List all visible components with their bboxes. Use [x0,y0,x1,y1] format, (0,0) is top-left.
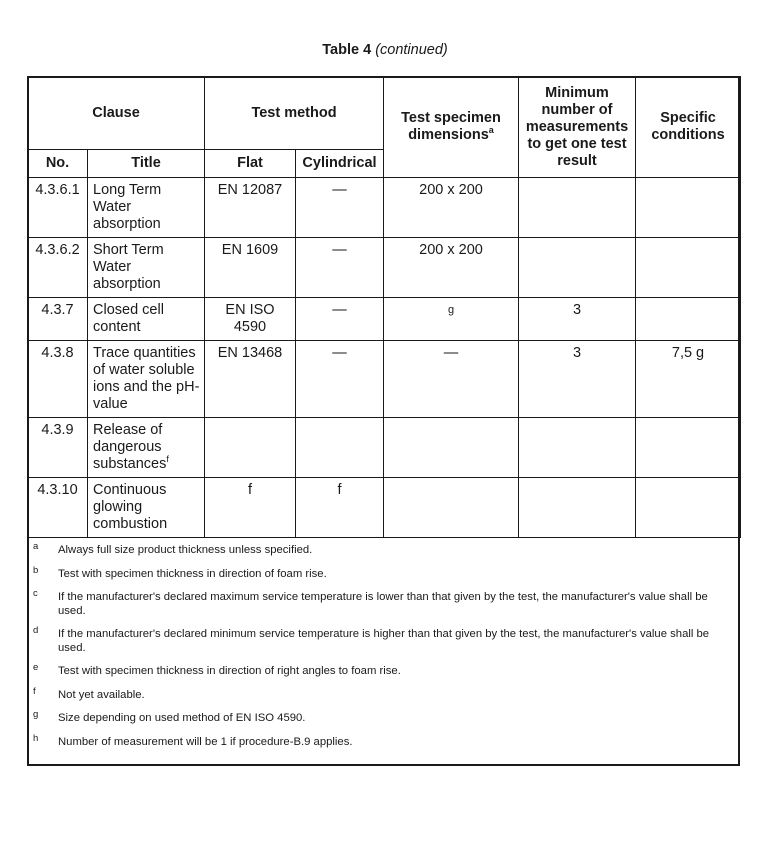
footnote-mark: a [33,541,39,552]
footnote-text: Always full size product thickness unless specified. [58,544,313,556]
footnote-text: If the manufacturer's declared maximum service temperature is lower than that given by the test, the manufacturer's value shall be used. [58,591,708,617]
cell-title: Trace quantities of water soluble ions and the pH-value [88,341,205,418]
cell-dimensions [384,418,519,478]
header-test-method: Test method [205,77,384,150]
cell-cylindrical: — [296,298,384,341]
cell-flat: EN 13468 [205,341,296,418]
table-row [28,478,741,538]
cell-no: 4.3.8 [28,341,88,418]
table-caption-label: Table 4 [322,42,372,58]
cell-min-measurements [519,238,636,298]
header-title: Title [88,150,205,178]
cell-flat: f [205,478,296,538]
footnote [29,541,738,558]
cell-no: 4.3.7 [28,298,88,341]
footnote [29,709,738,726]
cell-title: Continuous glowing combustion [88,478,205,538]
cell-conditions [636,178,741,238]
footnote-text: Not yet available. [58,688,145,701]
cell-min-measurements [519,178,636,238]
footnote-mark: c [33,588,38,599]
cell-no: 4.3.6.2 [28,238,88,298]
footnote-mark: h [33,732,39,744]
cell-cylindrical: — [296,238,384,298]
cell-conditions [636,238,741,298]
footnote-text: If the manufacturer's declared minimum service temperature is higher than that given by the test, the manufacturer's value shall be used. [58,628,710,654]
header-cylindrical: Cylindrical [296,150,384,178]
table-caption-qualifier: (continued) [375,42,448,58]
cell-conditions [636,478,741,538]
table-row [28,178,741,238]
header-test-specimen [384,77,519,178]
cell-min-measurements: 3 [519,341,636,418]
cell-cylindrical: — [296,341,384,418]
footnote-mark: e [33,662,39,673]
cell-title-text: Release of dangerous substances [93,422,167,472]
header-test-specimen-label: Test specimen dimensions [401,110,501,143]
cell-title: Closed cell content [88,298,205,341]
cell-cylindrical [296,418,384,478]
cell-min-measurements [519,478,636,538]
cell-dimensions: g [384,298,519,341]
cell-flat: EN ISO 4590 [205,298,296,341]
cell-no: 4.3.6.1 [28,178,88,238]
table-row [28,238,741,298]
cell-no: 4.3.10 [28,478,88,538]
footnote [29,662,738,679]
footnote-text: Test with specimen thickness in direction of right angles to foam rise. [58,665,401,677]
header-row-top [28,77,741,150]
cell-dimensions: 200 x 200 [384,178,519,238]
footnote-mark: d [33,625,39,636]
header-clause: Clause [28,77,205,150]
cell-cylindrical: — [296,178,384,238]
table-row [28,341,741,418]
cell-flat [205,418,296,478]
cell-conditions [636,298,741,341]
footnote-text: Test with specimen thickness in direction of foam rise. [58,567,327,580]
footnote [29,564,738,582]
cell-title: Short Term Water absorption [88,238,205,298]
cell-cylindrical: f [296,478,384,538]
table-caption [0,42,770,58]
cell-title-note: f [166,454,169,465]
cell-title [88,418,205,478]
header-no: No. [28,150,88,178]
header-test-specimen-note: a [488,125,494,136]
footnote [29,625,738,655]
header-specific-conditions: Specific conditions [636,77,741,178]
cell-conditions: 7,5 g [636,341,741,418]
footnote-mark: g [33,709,39,720]
cell-min-measurements [519,418,636,478]
requirements-table [27,76,741,538]
footnote-mark: f [33,685,36,697]
table-row [28,418,741,478]
cell-no: 4.3.9 [28,418,88,478]
header-flat: Flat [205,150,296,178]
cell-conditions [636,418,741,478]
cell-title: Long Term Water absorption [88,178,205,238]
footnote [29,685,738,703]
table-row [28,298,741,341]
cell-dimensions: — [384,341,519,418]
header-min-measurements: Minimum number of measurements to get one test result [519,77,636,178]
cell-flat: EN 12087 [205,178,296,238]
cell-min-measurements: 3 [519,298,636,341]
footnote-text: Number of measurement will be 1 if procedure-B.9 applies. [58,735,353,748]
footnote-mark: b [33,564,39,576]
footnote [29,732,738,750]
footnote [29,588,738,618]
cell-dimensions: 200 x 200 [384,238,519,298]
footnotes [29,541,738,759]
cell-flat: EN 1609 [205,238,296,298]
footnote-text: Size depending on used method of EN ISO 4590. [58,712,306,724]
cell-dimensions [384,478,519,538]
